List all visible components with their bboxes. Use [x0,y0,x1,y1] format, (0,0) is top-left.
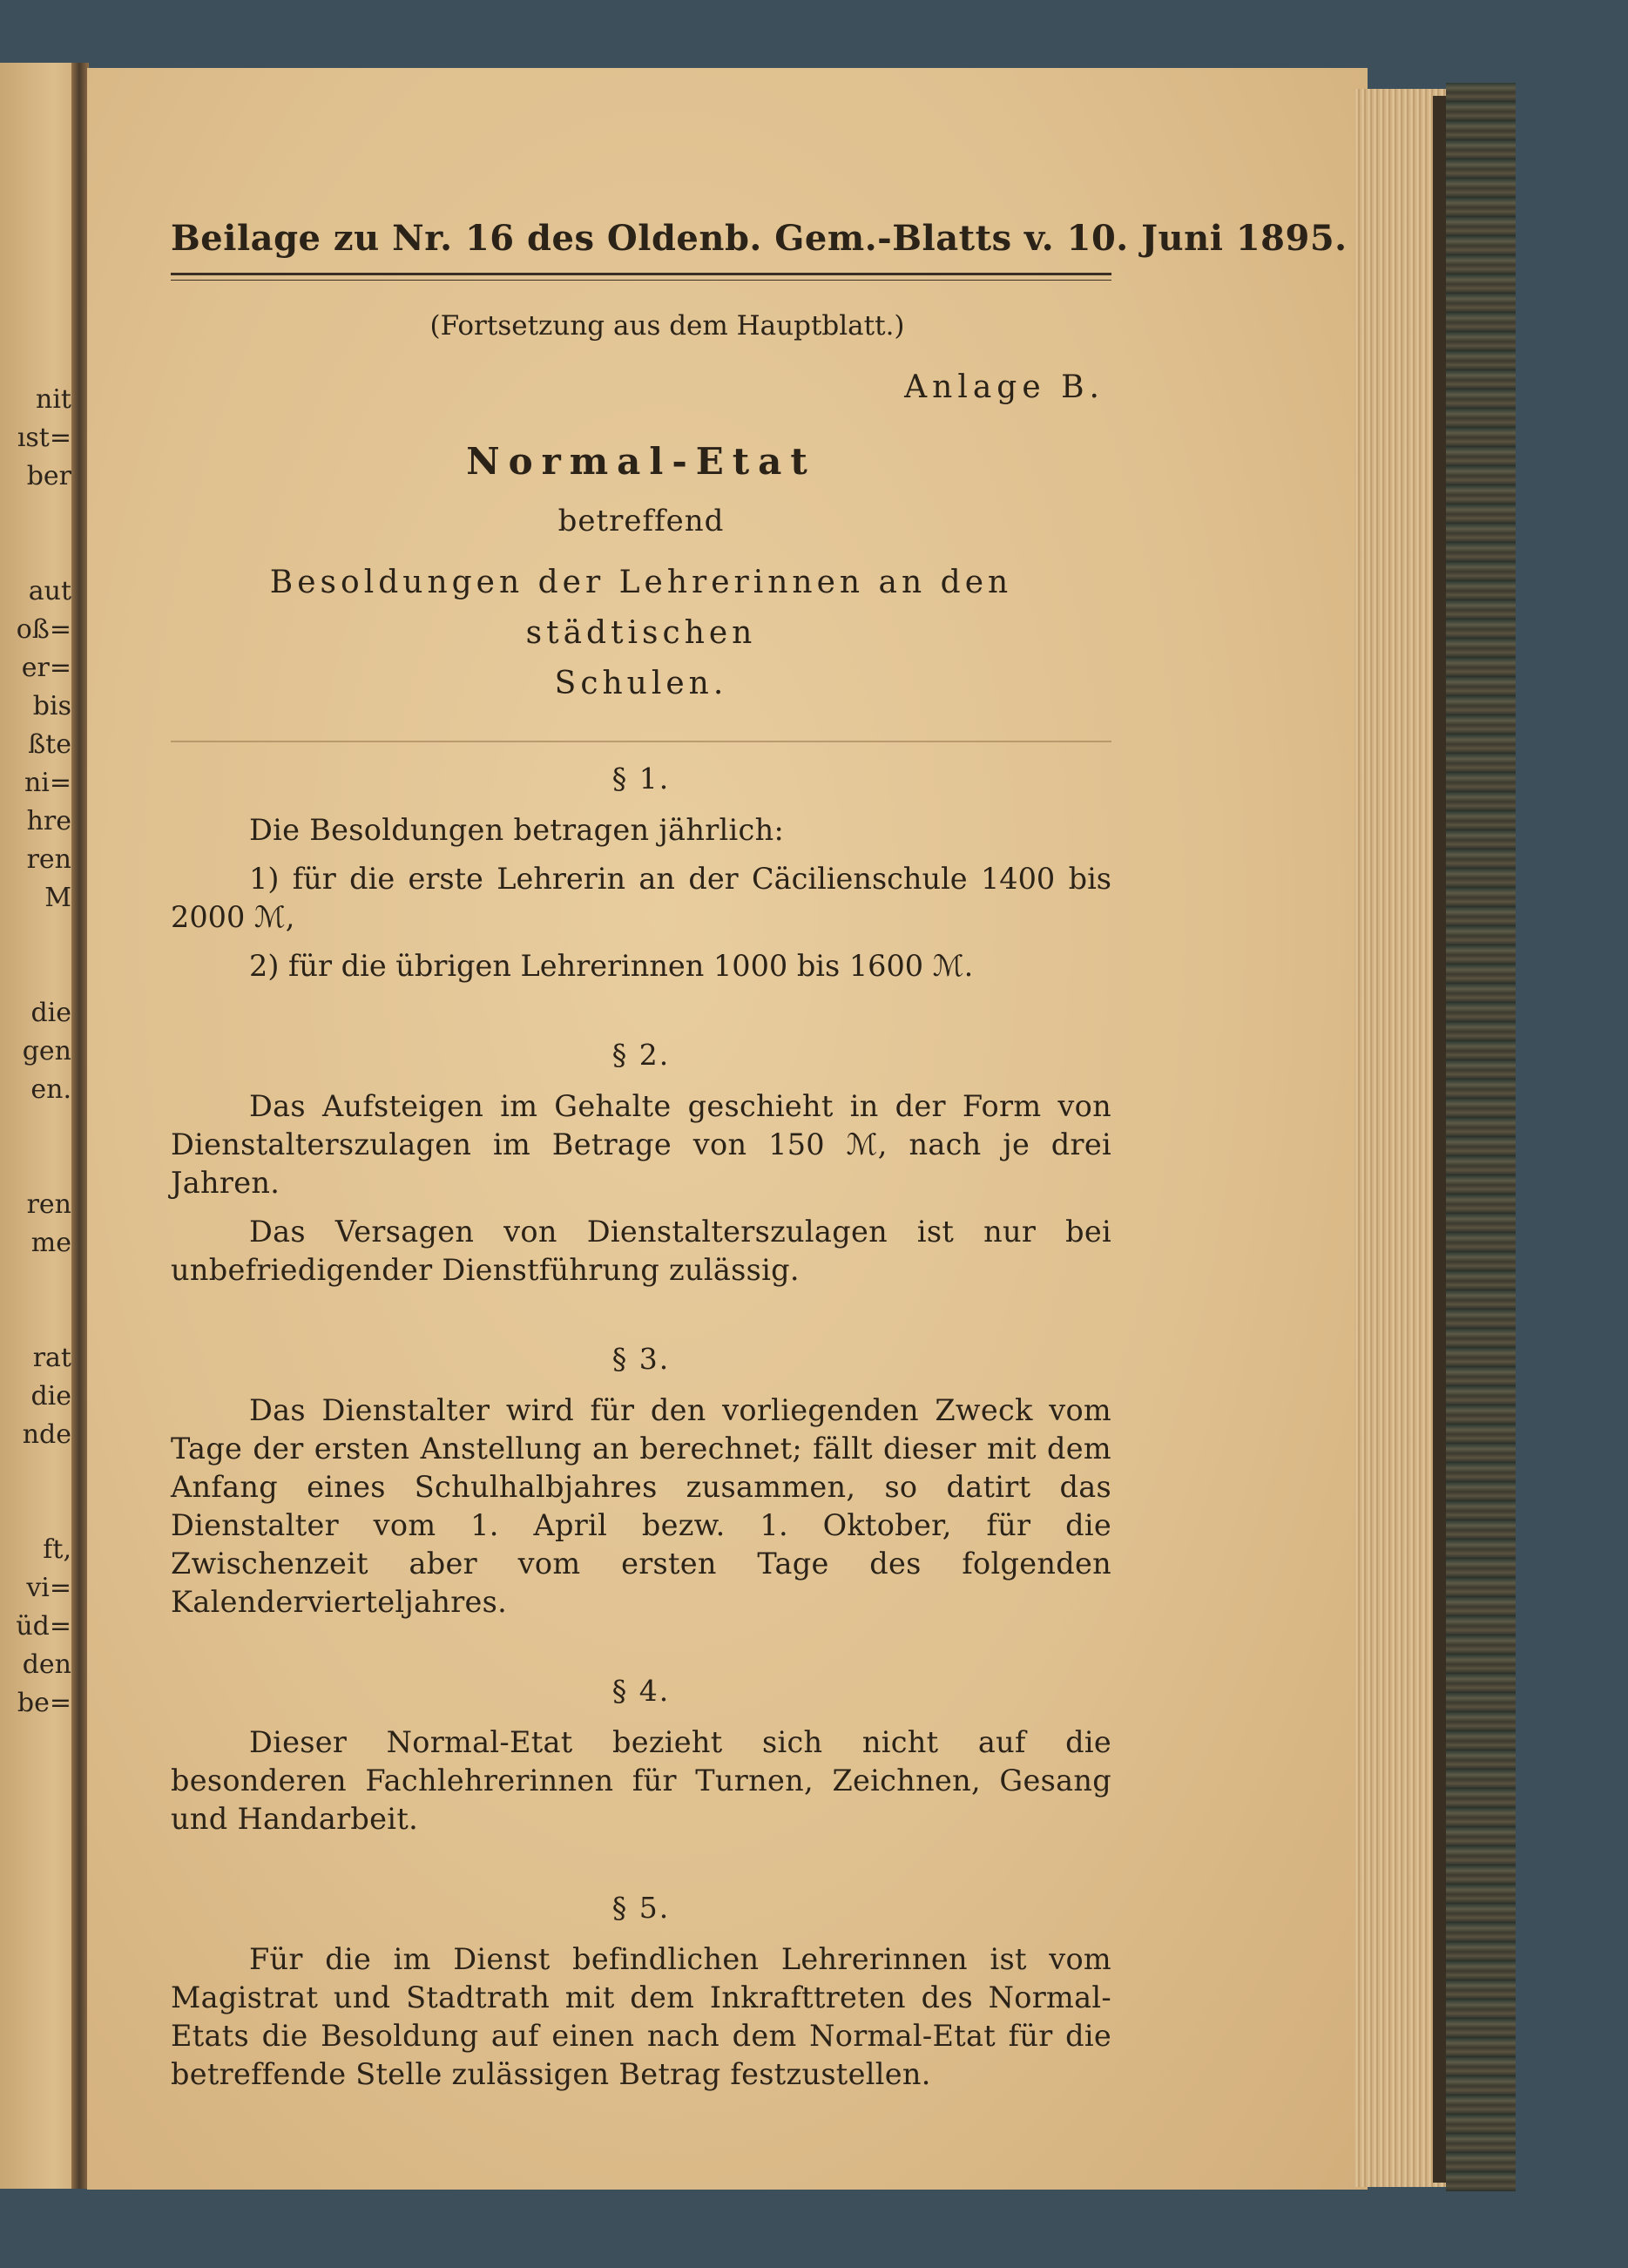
section-paragraph: Das Versagen von Dienstalterszulagen ist nur bei unbefriedigender Dienstführung zulässig. [171,1215,1111,1287]
left-fragment: ren [26,1189,71,1220]
section-list-item: 2) für die übrigen Lehrerinnen 1000 bis 1600 ℳ. [249,949,974,983]
section-heading: § 3. [611,1342,671,1376]
section-paragraph: Das Aufsteigen im Gehalte geschieht in der Form von Dienstalterszulagen im Betrage von 150 ℳ, nach je drei Jahren. [171,1089,1111,1200]
document-betreffend: betreffend [557,504,725,538]
book-cover [1446,83,1516,2191]
page-content [171,218,1348,2094]
left-fragment: ni= [24,768,71,798]
left-fragment: en. [30,1074,71,1105]
left-fragment: ıst= [17,423,71,453]
left-fragment: den [22,1649,71,1680]
title-rule [171,741,1111,742]
document-subject [171,558,1111,709]
section-paragraph: Für die im Dienst befindlichen Lehrerinnen ist vom Magistrat und Stadtrath mit dem Inkrafttreten des Normal-Etats die Besoldung auf einen nach dem Normal-Etat für die betreffende Stelle zulässigen Betrag festzustellen. [171,1942,1111,2091]
left-fragment: die [30,998,71,1028]
left-fragment: oß= [16,614,71,645]
section-paragraph: Dieser Normal-Etat bezieht sich nicht auf die besonderen Fachlehrerinnen für Turnen, Zeichnen, Gesang und Handarbeit. [171,1725,1111,1836]
subject-line: Besoldungen der Lehrerinnen an den städtischen [269,565,1013,651]
page-header: Beilage zu Nr. 16 des Oldenb. Gem.-Blatts v. 10. Juni 1895. [171,218,1348,259]
left-page-fragments [2,381,71,1723]
section-heading: § 4. [611,1674,671,1708]
subject-line: Schulen. [554,666,728,701]
left-fragment: gen [22,1036,71,1066]
left-fragment: ßte [28,729,71,760]
section-list-item: 1) für die erste Lehrerin an der Cäcilienschule 1400 bis 2000 ℳ, [171,862,1111,934]
left-fragment: ren [26,844,71,875]
header-rule [171,273,1111,281]
left-fragment: aut [28,576,71,606]
continuation-note: (Fortsetzung aus dem Hauptblatt.) [429,310,905,342]
left-fragment: er= [21,653,71,683]
left-fragment: be= [17,1688,71,1718]
left-fragment: bis [32,691,71,721]
section-paragraph: Das Dienstalter wird für den vorliegenden Zweck vom Tage der ersten Anstellung an berechnet; fällt dieser mit dem Anfang eines Schulhalbjahres zusammen, so datirt das Dienstalter vom 1. April bezw. 1. Oktober, für die Zwischenzeit aber vom ersten Tage des folgenden Kalendervierteljahres. [171,1393,1111,1619]
left-fragment: ft, [43,1534,71,1565]
book-gutter [71,63,89,2189]
left-fragment: ber [26,461,71,491]
left-fragment: M [44,883,71,913]
section-heading: § 1. [611,762,671,795]
left-fragment: nit [36,384,71,415]
left-fragment: vi= [26,1573,71,1603]
left-fragment: die [30,1381,71,1412]
document-title: Normal-Etat [466,440,816,483]
annex-label: Anlage B. [904,369,1104,405]
section-paragraph: Die Besoldungen betragen jährlich: [249,813,785,847]
section-heading: § 2. [611,1038,671,1072]
left-fragment: rat [32,1343,71,1373]
left-fragment: hre [26,806,71,836]
left-fragment: nde [22,1419,71,1450]
section-heading: § 5. [611,1891,671,1925]
left-page [0,63,77,2189]
left-fragment: me [30,1228,71,1258]
left-fragment: üd= [16,1611,71,1642]
